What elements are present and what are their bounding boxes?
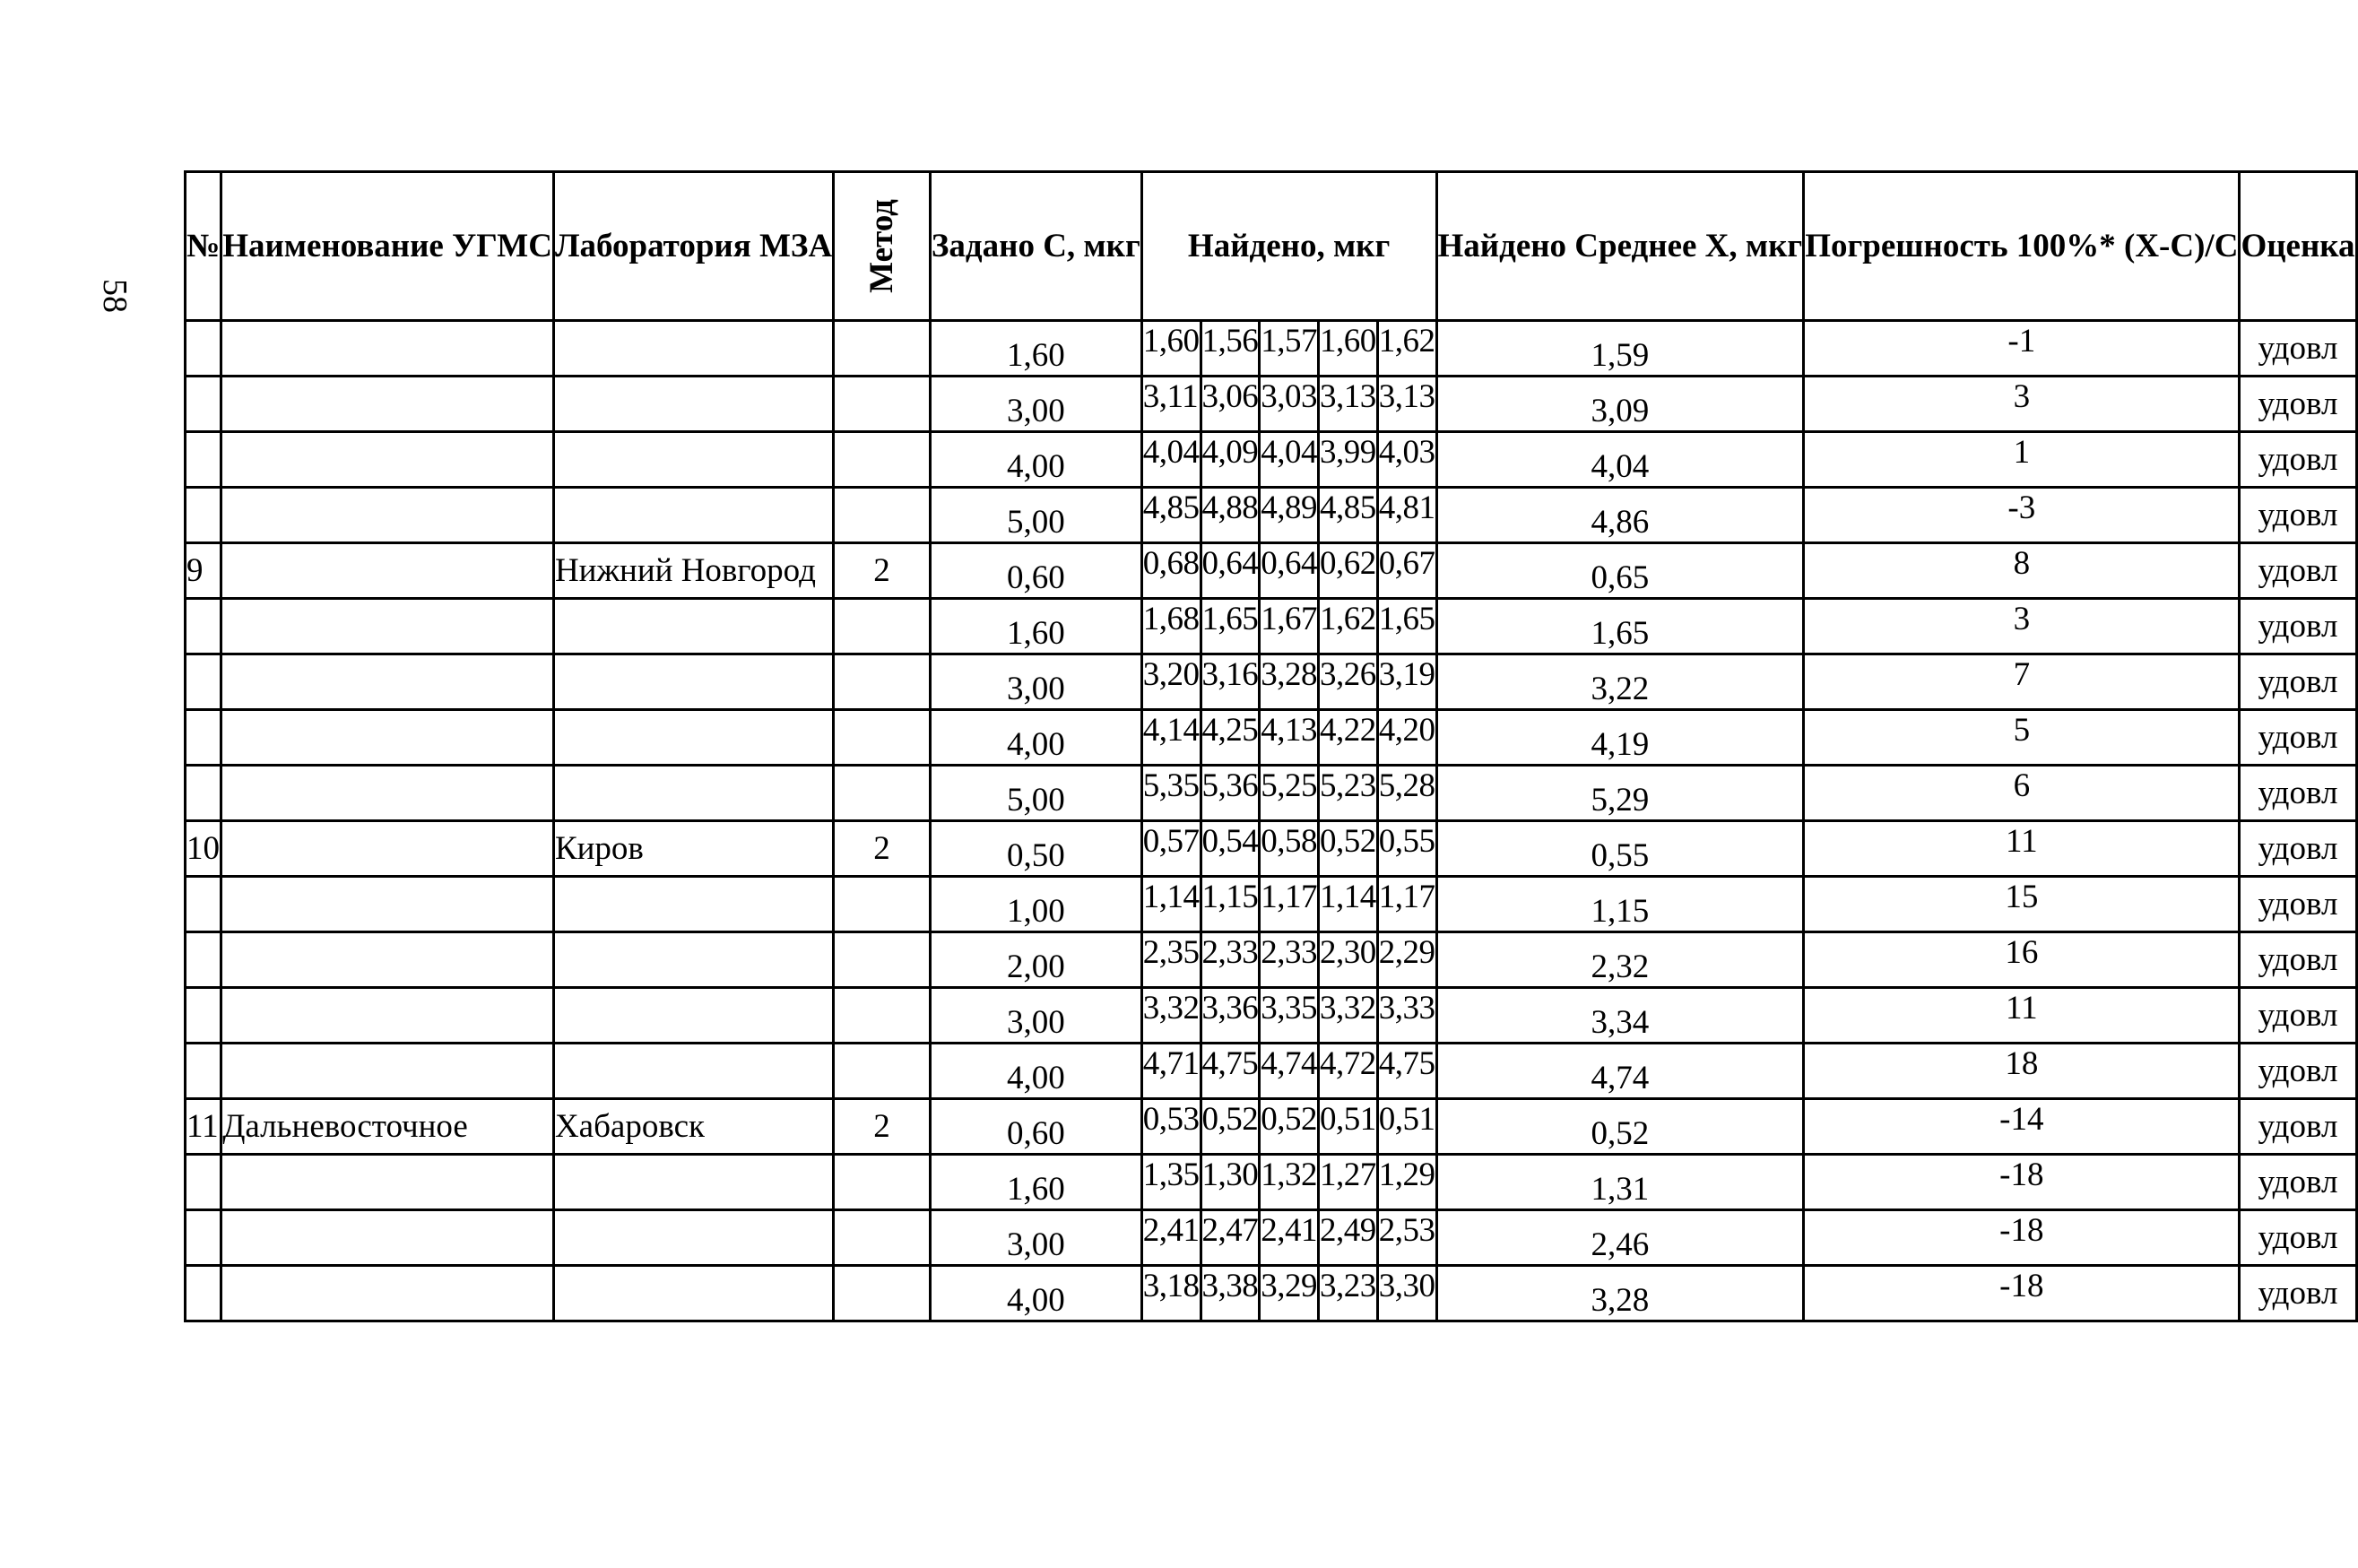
cell-grade: удовл bbox=[2240, 654, 2356, 710]
cell-grade: удовл bbox=[2240, 1155, 2356, 1210]
cell-ugms bbox=[221, 988, 554, 1044]
cell-lab: Киров bbox=[553, 821, 833, 877]
cell-grade: удовл bbox=[2240, 766, 2356, 821]
cell-method: 2 bbox=[834, 1099, 931, 1155]
cell-error: 11 bbox=[1804, 821, 2240, 877]
cell-mean: 4,86 bbox=[1436, 488, 1804, 543]
cell-mean: 0,52 bbox=[1436, 1099, 1804, 1155]
cell-mean: 1,59 bbox=[1436, 321, 1804, 377]
cell-error: 5 bbox=[1804, 710, 2240, 766]
cell-given: 1,60 bbox=[930, 321, 1141, 377]
header-error: Погрешность 100%* (Х-С)/С bbox=[1804, 172, 2240, 321]
cell-ugms bbox=[221, 321, 554, 377]
cell-found-1: 0,68 bbox=[1141, 543, 1201, 599]
table-row bbox=[186, 1210, 2357, 1266]
cell-found-5: 1,29 bbox=[1377, 1155, 1436, 1210]
cell-given: 5,00 bbox=[930, 766, 1141, 821]
cell-mean: 4,74 bbox=[1436, 1044, 1804, 1099]
cell-given: 2,00 bbox=[930, 932, 1141, 988]
cell-found-2: 1,15 bbox=[1201, 877, 1260, 932]
cell-ugms bbox=[221, 654, 554, 710]
cell-found-1: 4,04 bbox=[1141, 432, 1201, 488]
cell-given: 3,00 bbox=[930, 988, 1141, 1044]
cell-found-4: 0,52 bbox=[1319, 821, 1378, 877]
cell-found-5: 4,75 bbox=[1377, 1044, 1436, 1099]
cell-mean: 0,55 bbox=[1436, 821, 1804, 877]
cell-found-3: 4,13 bbox=[1260, 710, 1319, 766]
cell-ugms bbox=[221, 1044, 554, 1099]
cell-found-2: 3,38 bbox=[1201, 1266, 1260, 1321]
cell-found-5: 4,20 bbox=[1377, 710, 1436, 766]
cell-grade: удовл bbox=[2240, 432, 2356, 488]
cell-grade: удовл bbox=[2240, 599, 2356, 654]
cell-given: 4,00 bbox=[930, 1266, 1141, 1321]
cell-found-4: 0,51 bbox=[1319, 1099, 1378, 1155]
cell-found-5: 4,81 bbox=[1377, 488, 1436, 543]
cell-found-5: 1,17 bbox=[1377, 877, 1436, 932]
cell-lab bbox=[553, 599, 833, 654]
cell-ugms bbox=[221, 377, 554, 432]
cell-lab bbox=[553, 988, 833, 1044]
cell-mean: 3,22 bbox=[1436, 654, 1804, 710]
cell-error: 18 bbox=[1804, 1044, 2240, 1099]
cell-lab bbox=[553, 1044, 833, 1099]
cell-error: -1 bbox=[1804, 321, 2240, 377]
cell-given: 0,50 bbox=[930, 821, 1141, 877]
table-row bbox=[186, 710, 2357, 766]
cell-error: -18 bbox=[1804, 1210, 2240, 1266]
cell-found-3: 1,17 bbox=[1260, 877, 1319, 932]
cell-found-3: 3,28 bbox=[1260, 654, 1319, 710]
cell-found-2: 4,75 bbox=[1201, 1044, 1260, 1099]
cell-found-5: 1,65 bbox=[1377, 599, 1436, 654]
cell-grade: удовл bbox=[2240, 877, 2356, 932]
cell-lab bbox=[553, 377, 833, 432]
table-row bbox=[186, 821, 2357, 877]
cell-lab: Нижний Новгород bbox=[553, 543, 833, 599]
cell-found-5: 3,33 bbox=[1377, 988, 1436, 1044]
header-num: № bbox=[186, 172, 221, 321]
table-row bbox=[186, 1044, 2357, 1099]
cell-found-3: 0,58 bbox=[1260, 821, 1319, 877]
table-row bbox=[186, 599, 2357, 654]
cell-found-3: 3,35 bbox=[1260, 988, 1319, 1044]
cell-lab bbox=[553, 1266, 833, 1321]
cell-found-2: 5,36 bbox=[1201, 766, 1260, 821]
table-row bbox=[186, 377, 2357, 432]
cell-found-4: 2,30 bbox=[1319, 932, 1378, 988]
cell-ugms bbox=[221, 543, 554, 599]
table-row bbox=[186, 766, 2357, 821]
cell-found-5: 0,51 bbox=[1377, 1099, 1436, 1155]
cell-found-5: 2,53 bbox=[1377, 1210, 1436, 1266]
cell-grade: удовл bbox=[2240, 1266, 2356, 1321]
cell-num bbox=[186, 654, 221, 710]
cell-error: 15 bbox=[1804, 877, 2240, 932]
cell-mean: 2,46 bbox=[1436, 1210, 1804, 1266]
cell-method: 2 bbox=[834, 821, 931, 877]
cell-given: 0,60 bbox=[930, 1099, 1141, 1155]
cell-num bbox=[186, 1044, 221, 1099]
cell-num bbox=[186, 599, 221, 654]
cell-found-3: 3,03 bbox=[1260, 377, 1319, 432]
cell-found-4: 3,32 bbox=[1319, 988, 1378, 1044]
cell-found-2: 1,56 bbox=[1201, 321, 1260, 377]
cell-found-1: 3,11 bbox=[1141, 377, 1201, 432]
cell-found-5: 3,13 bbox=[1377, 377, 1436, 432]
cell-found-3: 4,89 bbox=[1260, 488, 1319, 543]
cell-grade: удовл bbox=[2240, 321, 2356, 377]
cell-found-4: 3,13 bbox=[1319, 377, 1378, 432]
cell-error: -18 bbox=[1804, 1155, 2240, 1210]
cell-lab bbox=[553, 710, 833, 766]
cell-found-1: 3,32 bbox=[1141, 988, 1201, 1044]
cell-mean: 3,09 bbox=[1436, 377, 1804, 432]
cell-found-2: 3,36 bbox=[1201, 988, 1260, 1044]
cell-error: -18 bbox=[1804, 1266, 2240, 1321]
cell-found-2: 0,54 bbox=[1201, 821, 1260, 877]
cell-found-5: 0,67 bbox=[1377, 543, 1436, 599]
cell-found-2: 1,65 bbox=[1201, 599, 1260, 654]
table-row bbox=[186, 877, 2357, 932]
cell-mean: 4,04 bbox=[1436, 432, 1804, 488]
cell-found-5: 1,62 bbox=[1377, 321, 1436, 377]
cell-method bbox=[834, 1266, 931, 1321]
cell-found-4: 3,99 bbox=[1319, 432, 1378, 488]
cell-given: 4,00 bbox=[930, 1044, 1141, 1099]
cell-found-2: 4,88 bbox=[1201, 488, 1260, 543]
cell-grade: удовл bbox=[2240, 932, 2356, 988]
cell-num bbox=[186, 321, 221, 377]
cell-ugms bbox=[221, 877, 554, 932]
table-row bbox=[186, 1099, 2357, 1155]
header-row bbox=[186, 172, 2357, 321]
cell-found-1: 1,68 bbox=[1141, 599, 1201, 654]
cell-lab bbox=[553, 1210, 833, 1266]
cell-ugms bbox=[221, 710, 554, 766]
cell-error: 7 bbox=[1804, 654, 2240, 710]
cell-grade: удовл bbox=[2240, 488, 2356, 543]
cell-num bbox=[186, 988, 221, 1044]
cell-method bbox=[834, 710, 931, 766]
cell-method bbox=[834, 766, 931, 821]
cell-num bbox=[186, 1210, 221, 1266]
cell-grade: удовл bbox=[2240, 1099, 2356, 1155]
cell-lab bbox=[553, 488, 833, 543]
cell-method bbox=[834, 877, 931, 932]
cell-found-2: 3,16 bbox=[1201, 654, 1260, 710]
cell-mean: 3,34 bbox=[1436, 988, 1804, 1044]
cell-found-1: 2,41 bbox=[1141, 1210, 1201, 1266]
cell-num: 10 bbox=[186, 821, 221, 877]
cell-method bbox=[834, 377, 931, 432]
table-row bbox=[186, 932, 2357, 988]
header-found: Найдено, мкг bbox=[1141, 172, 1436, 321]
table-row bbox=[186, 1155, 2357, 1210]
cell-num bbox=[186, 710, 221, 766]
cell-found-2: 0,52 bbox=[1201, 1099, 1260, 1155]
cell-found-2: 4,25 bbox=[1201, 710, 1260, 766]
cell-found-2: 4,09 bbox=[1201, 432, 1260, 488]
cell-mean: 1,31 bbox=[1436, 1155, 1804, 1210]
header-grade: Оценка bbox=[2240, 172, 2356, 321]
cell-error: 8 bbox=[1804, 543, 2240, 599]
cell-found-5: 4,03 bbox=[1377, 432, 1436, 488]
cell-num bbox=[186, 932, 221, 988]
cell-grade: удовл bbox=[2240, 543, 2356, 599]
cell-mean: 1,65 bbox=[1436, 599, 1804, 654]
cell-found-3: 5,25 bbox=[1260, 766, 1319, 821]
cell-method bbox=[834, 488, 931, 543]
cell-grade: удовл bbox=[2240, 821, 2356, 877]
cell-given: 1,60 bbox=[930, 1155, 1141, 1210]
cell-found-3: 3,29 bbox=[1260, 1266, 1319, 1321]
cell-grade: удовл bbox=[2240, 377, 2356, 432]
cell-num bbox=[186, 488, 221, 543]
cell-ugms bbox=[221, 1266, 554, 1321]
cell-lab bbox=[553, 654, 833, 710]
cell-found-4: 1,60 bbox=[1319, 321, 1378, 377]
cell-given: 1,60 bbox=[930, 599, 1141, 654]
cell-method bbox=[834, 321, 931, 377]
cell-error: -14 bbox=[1804, 1099, 2240, 1155]
header-given: Задано С, мкг bbox=[930, 172, 1141, 321]
cell-found-4: 3,23 bbox=[1319, 1266, 1378, 1321]
cell-found-4: 1,27 bbox=[1319, 1155, 1378, 1210]
results-table bbox=[184, 170, 2358, 1322]
cell-method bbox=[834, 932, 931, 988]
cell-method bbox=[834, 654, 931, 710]
cell-num bbox=[186, 432, 221, 488]
page-number: 58 bbox=[96, 279, 134, 313]
cell-given: 3,00 bbox=[930, 654, 1141, 710]
header-mean: Найдено Среднее Х, мкг bbox=[1436, 172, 1804, 321]
cell-given: 4,00 bbox=[930, 710, 1141, 766]
cell-found-3: 2,41 bbox=[1260, 1210, 1319, 1266]
cell-num bbox=[186, 766, 221, 821]
cell-found-1: 0,57 bbox=[1141, 821, 1201, 877]
cell-found-1: 1,60 bbox=[1141, 321, 1201, 377]
cell-found-4: 4,72 bbox=[1319, 1044, 1378, 1099]
cell-ugms bbox=[221, 766, 554, 821]
cell-given: 3,00 bbox=[930, 1210, 1141, 1266]
cell-found-4: 1,62 bbox=[1319, 599, 1378, 654]
cell-lab: Хабаровск bbox=[553, 1099, 833, 1155]
cell-given: 5,00 bbox=[930, 488, 1141, 543]
cell-num: 11 bbox=[186, 1099, 221, 1155]
cell-method bbox=[834, 1155, 931, 1210]
header-method-label: Метод bbox=[863, 199, 901, 293]
cell-given: 0,60 bbox=[930, 543, 1141, 599]
cell-lab bbox=[553, 432, 833, 488]
cell-found-4: 1,14 bbox=[1319, 877, 1378, 932]
cell-found-1: 4,71 bbox=[1141, 1044, 1201, 1099]
cell-ugms bbox=[221, 1210, 554, 1266]
cell-method: 2 bbox=[834, 543, 931, 599]
cell-found-4: 0,62 bbox=[1319, 543, 1378, 599]
cell-found-1: 3,20 bbox=[1141, 654, 1201, 710]
cell-lab bbox=[553, 321, 833, 377]
header-method bbox=[834, 172, 931, 321]
cell-found-3: 1,67 bbox=[1260, 599, 1319, 654]
table-row bbox=[186, 321, 2357, 377]
cell-found-3: 4,74 bbox=[1260, 1044, 1319, 1099]
cell-mean: 0,65 bbox=[1436, 543, 1804, 599]
cell-mean: 1,15 bbox=[1436, 877, 1804, 932]
table-row bbox=[186, 543, 2357, 599]
cell-error: 3 bbox=[1804, 377, 2240, 432]
cell-found-4: 4,85 bbox=[1319, 488, 1378, 543]
cell-given: 3,00 bbox=[930, 377, 1141, 432]
cell-found-1: 3,18 bbox=[1141, 1266, 1201, 1321]
cell-mean: 3,28 bbox=[1436, 1266, 1804, 1321]
cell-method bbox=[834, 1210, 931, 1266]
cell-found-1: 0,53 bbox=[1141, 1099, 1201, 1155]
cell-mean: 4,19 bbox=[1436, 710, 1804, 766]
cell-found-3: 2,33 bbox=[1260, 932, 1319, 988]
cell-ugms: Дальневосточное bbox=[221, 1099, 554, 1155]
cell-found-5: 3,19 bbox=[1377, 654, 1436, 710]
cell-found-5: 3,30 bbox=[1377, 1266, 1436, 1321]
cell-lab bbox=[553, 877, 833, 932]
cell-error: 11 bbox=[1804, 988, 2240, 1044]
cell-found-2: 2,33 bbox=[1201, 932, 1260, 988]
cell-found-2: 2,47 bbox=[1201, 1210, 1260, 1266]
cell-mean: 5,29 bbox=[1436, 766, 1804, 821]
cell-found-1: 2,35 bbox=[1141, 932, 1201, 988]
cell-error: 16 bbox=[1804, 932, 2240, 988]
cell-method bbox=[834, 1044, 931, 1099]
cell-method bbox=[834, 988, 931, 1044]
cell-found-1: 4,85 bbox=[1141, 488, 1201, 543]
cell-error: 3 bbox=[1804, 599, 2240, 654]
cell-error: -3 bbox=[1804, 488, 2240, 543]
cell-lab bbox=[553, 766, 833, 821]
cell-num bbox=[186, 1155, 221, 1210]
header-ugms: Наименование УГМС bbox=[221, 172, 554, 321]
cell-found-1: 1,14 bbox=[1141, 877, 1201, 932]
table-row bbox=[186, 654, 2357, 710]
cell-grade: удовл bbox=[2240, 1210, 2356, 1266]
cell-found-1: 5,35 bbox=[1141, 766, 1201, 821]
cell-found-4: 2,49 bbox=[1319, 1210, 1378, 1266]
table-row bbox=[186, 1266, 2357, 1321]
cell-found-1: 4,14 bbox=[1141, 710, 1201, 766]
cell-ugms bbox=[221, 932, 554, 988]
cell-ugms bbox=[221, 488, 554, 543]
cell-lab bbox=[553, 932, 833, 988]
cell-grade: удовл bbox=[2240, 710, 2356, 766]
cell-found-4: 5,23 bbox=[1319, 766, 1378, 821]
cell-ugms bbox=[221, 432, 554, 488]
cell-error: 1 bbox=[1804, 432, 2240, 488]
cell-num bbox=[186, 377, 221, 432]
cell-found-4: 4,22 bbox=[1319, 710, 1378, 766]
header-lab: Лаборатория МЗА bbox=[553, 172, 833, 321]
cell-method bbox=[834, 599, 931, 654]
cell-error: 6 bbox=[1804, 766, 2240, 821]
table-row bbox=[186, 988, 2357, 1044]
cell-ugms bbox=[221, 1155, 554, 1210]
cell-ugms bbox=[221, 599, 554, 654]
table-row bbox=[186, 432, 2357, 488]
cell-method bbox=[834, 432, 931, 488]
table-body bbox=[186, 321, 2357, 1321]
cell-found-3: 0,64 bbox=[1260, 543, 1319, 599]
cell-found-2: 1,30 bbox=[1201, 1155, 1260, 1210]
cell-found-4: 3,26 bbox=[1319, 654, 1378, 710]
cell-found-3: 1,32 bbox=[1260, 1155, 1319, 1210]
cell-num bbox=[186, 877, 221, 932]
cell-num: 9 bbox=[186, 543, 221, 599]
cell-grade: удовл bbox=[2240, 1044, 2356, 1099]
cell-given: 4,00 bbox=[930, 432, 1141, 488]
cell-found-3: 0,52 bbox=[1260, 1099, 1319, 1155]
cell-found-5: 5,28 bbox=[1377, 766, 1436, 821]
cell-given: 1,00 bbox=[930, 877, 1141, 932]
cell-ugms bbox=[221, 821, 554, 877]
cell-lab bbox=[553, 1155, 833, 1210]
cell-found-3: 1,57 bbox=[1260, 321, 1319, 377]
cell-found-5: 2,29 bbox=[1377, 932, 1436, 988]
cell-found-3: 4,04 bbox=[1260, 432, 1319, 488]
cell-found-2: 0,64 bbox=[1201, 543, 1260, 599]
cell-found-5: 0,55 bbox=[1377, 821, 1436, 877]
cell-found-2: 3,06 bbox=[1201, 377, 1260, 432]
table-row bbox=[186, 488, 2357, 543]
cell-grade: удовл bbox=[2240, 988, 2356, 1044]
cell-found-1: 1,35 bbox=[1141, 1155, 1201, 1210]
cell-num bbox=[186, 1266, 221, 1321]
cell-mean: 2,32 bbox=[1436, 932, 1804, 988]
